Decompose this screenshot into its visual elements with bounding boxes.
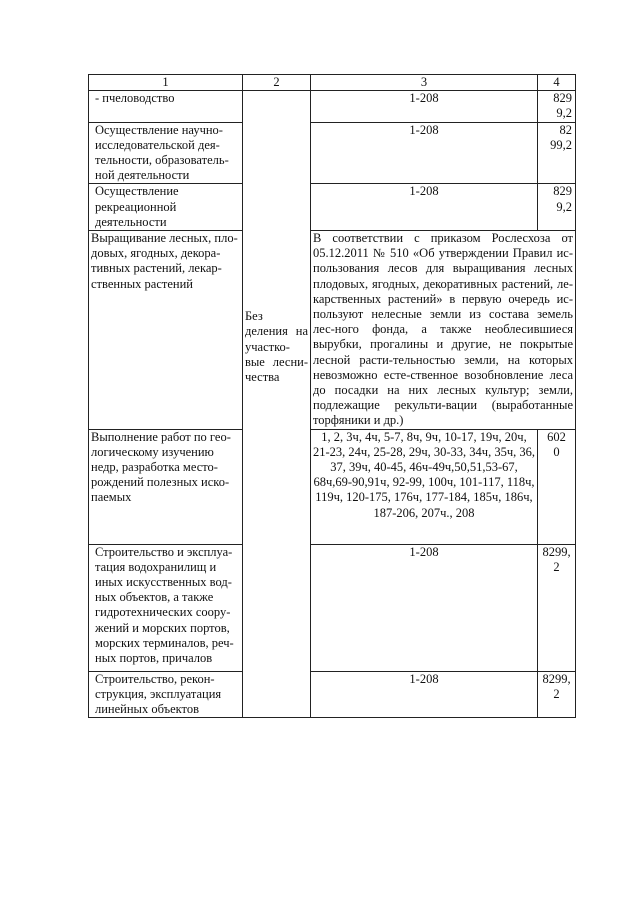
activity-cell: Строительство и эксплуа-тация водохранилищ и иных искусственных вод-ных объектов, а также гидротехнических соору-жений и морских портов, морских терминалов, реч-ных портов, причалов	[89, 544, 243, 671]
activity-cell: Строительство, рекон-струкция, эксплуатация линейных объектов	[89, 671, 243, 718]
header-cell: 3	[311, 75, 538, 91]
header-cell: 1	[89, 75, 243, 91]
table-row	[89, 429, 576, 544]
area-cell: 602 0	[538, 429, 576, 544]
table-header-row	[89, 75, 576, 91]
table-row	[89, 231, 576, 430]
activity-cell: Осуществление рекреационной деятельности	[89, 184, 243, 231]
quarters-cell: В соответствии с приказом Рослесхоза от 05.12.2011 № 510 «Об утверждении Правил ис-пользования лесов для выращивания лесных плодовых, ягодных, декоративных растений, ле-карственных растений» в первую очередь ис-пользуют нелесные земли из состава земель лес-ного фонда, а также необлесившиеся вырубки, прогалины и другие, не покрытые лесной расти-тельностью земли, на которых невозможно есте-ственное возобновление леса до посадки на них лесных культур; земли, подлежащие рекульти-вации (выработанные торфяники и др.)	[311, 231, 576, 430]
activity-cell: Выращивание лесных, пло-довых, ягодных, декора-тивных растений, лекар-ственных растений	[89, 231, 243, 430]
quarters-cell: 1-208	[311, 184, 538, 231]
quarters-cell: 1-208	[311, 671, 538, 718]
activity-cell: Выполнение работ по гео-логическому изучению недр, разработка место-рождений полезных иско-паемых	[89, 429, 243, 544]
area-cell: 82 99,2	[538, 122, 576, 184]
quarters-cell: 1-208	[311, 544, 538, 671]
district-cell: Без деления на участко-вые лесни-чества	[243, 91, 311, 718]
area-cell: 829 9,2	[538, 91, 576, 122]
table-row	[89, 184, 576, 231]
forest-use-table	[88, 74, 576, 718]
quarters-cell: 1-208	[311, 122, 538, 184]
activity-cell: Осуществление научно-исследовательской дея-тельности, образователь-ной деятельности	[89, 122, 243, 184]
quarters-cell: 1-208	[311, 91, 538, 122]
area-cell: 829 9,2	[538, 184, 576, 231]
header-cell: 2	[243, 75, 311, 91]
table-row	[89, 671, 576, 718]
table-row	[89, 544, 576, 671]
table-row	[89, 91, 576, 122]
quarters-cell: 1, 2, 3ч, 4ч, 5-7, 8ч, 9ч, 10-17, 19ч, 20ч, 21-23, 24ч, 25-28, 29ч, 30-33, 34ч, 35ч, 36, 37, 39ч, 40-45, 46ч-49ч,50,51,53-67, 68ч,69-90,91ч, 92-99, 100ч, 101-117, 118ч, 119ч, 120-175, 176ч, 177-184, 185ч, 186ч, 187-206, 207ч., 208	[311, 429, 538, 544]
header-cell: 4	[538, 75, 576, 91]
area-cell: 8299, 2	[538, 544, 576, 671]
table-row	[89, 122, 576, 184]
area-cell: 8299, 2	[538, 671, 576, 718]
activity-cell: - пчеловодство	[89, 91, 243, 122]
